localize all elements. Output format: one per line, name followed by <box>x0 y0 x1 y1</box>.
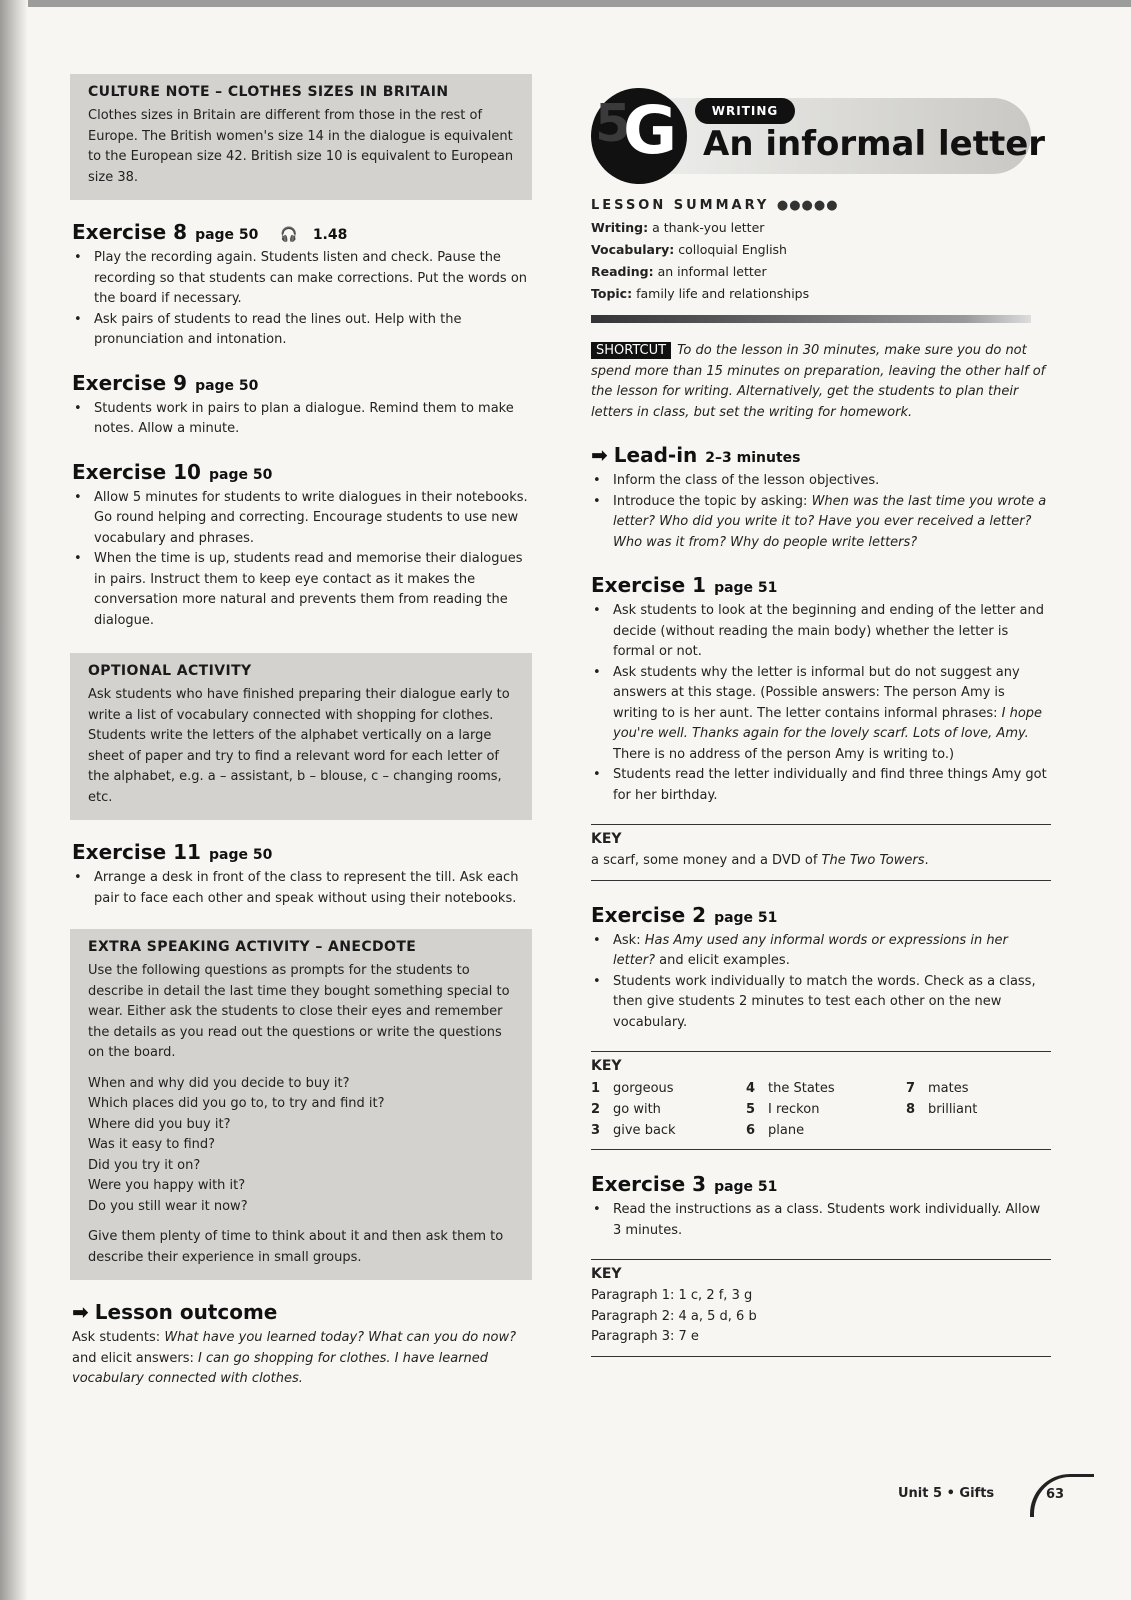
key-item <box>906 1099 1046 1120</box>
key-item <box>746 1120 906 1141</box>
lead-in-heading <box>591 443 1051 467</box>
extra-speaking-intro: Use the following questions as prompts for the students to describe in detail the last time they bought something special to wear. Either ask the students to close their eyes and remember the details as you read out the questions or write the questions on the board. <box>88 963 510 1060</box>
lesson-summary-title: LESSON SUMMARY <box>591 198 770 213</box>
key-word: gorgeous <box>613 1081 674 1096</box>
summary-value: family life and relationships <box>632 286 810 301</box>
question-item: Where did you buy it? <box>88 1116 231 1132</box>
key-item <box>591 1078 746 1099</box>
list-item <box>613 663 1051 766</box>
page-title: An informal letter <box>703 124 1046 164</box>
key-num: 6 <box>746 1123 756 1138</box>
exercise-8-page: page 50 <box>195 227 259 243</box>
question-list <box>88 1074 514 1218</box>
question-item: When and why did you decide to buy it? <box>88 1075 350 1091</box>
exercise-10-title: Exercise 10 <box>72 459 201 484</box>
exercise-9-heading <box>72 371 532 395</box>
question-item: Was it easy to find? <box>88 1137 216 1152</box>
summary-value: a thank-you letter <box>648 220 765 235</box>
exercise-1-list <box>591 601 1051 806</box>
summary-label: Writing: <box>591 220 649 235</box>
summary-label: Topic: <box>591 286 633 301</box>
exercise-2-title: Exercise 2 <box>591 902 707 927</box>
lesson-outcome-text <box>72 1328 532 1390</box>
lesson-outcome-title: Lesson outcome <box>94 1300 278 1324</box>
lesson-header <box>591 78 1051 188</box>
key-word: the States <box>768 1081 835 1096</box>
list-item: • Play the recording again. Students listen and check. Pause the recording so that students can make corrections. Put the words on the board if necessary. <box>94 248 532 310</box>
exercise-8-audio: 1.48 <box>312 227 348 243</box>
summary-row <box>591 239 1051 261</box>
key-num: 8 <box>906 1102 916 1117</box>
key-i: The Two Towers <box>821 853 925 868</box>
ex2-end: and elicit examples. <box>655 953 790 968</box>
writing-tag: WRITING <box>695 98 795 124</box>
list-item: • Students work in pairs to plan a dialogue. Remind them to make notes. Allow a minute. <box>94 399 532 440</box>
exercise-2-key <box>591 1051 1051 1150</box>
ex1-b2-b: There is no address of the person Amy is writing to.) <box>613 746 955 762</box>
question-item: Were you happy with it? <box>88 1178 246 1193</box>
question-item: Do you still wear it now? <box>88 1198 248 1214</box>
key-b: . <box>924 853 929 868</box>
key-line: Paragraph 3: 7 e <box>591 1329 699 1344</box>
list-item: • Students work individually to match the words. Check as a class, then give students 2 minutes to test each other on the new vocabulary. <box>613 972 1051 1034</box>
summary-label: Vocabulary: <box>591 242 675 257</box>
exercise-11-title: Exercise 11 <box>72 840 201 864</box>
key-line: Paragraph 2: 4 a, 5 d, 6 b <box>591 1308 757 1324</box>
headphones-icon: 🎧 <box>280 227 298 243</box>
lead-in-ask: Introduce the topic by asking: <box>613 493 812 509</box>
optional-activity-title: OPTIONAL ACTIVITY <box>88 663 252 679</box>
key-word: go with <box>613 1102 661 1117</box>
list-item <box>613 492 1051 554</box>
lesson-outcome-heading <box>72 1300 532 1324</box>
book-spine-shadow <box>0 0 28 1600</box>
exercise-3-page: page 51 <box>714 1179 778 1195</box>
summary-row <box>591 217 1051 239</box>
exercise-2-heading <box>591 903 1051 927</box>
exercise-1-key <box>591 824 1051 881</box>
page-number-tab <box>1030 1474 1094 1517</box>
lesson-summary <box>591 217 1051 305</box>
exercise-8-title: Exercise 8 <box>72 220 188 244</box>
exercise-1-heading <box>591 573 1051 597</box>
lead-in-time: 2–3 minutes <box>705 450 801 466</box>
summary-row <box>591 261 1051 283</box>
exercise-10-list <box>72 488 532 632</box>
shortcut-note <box>591 341 1051 423</box>
key-num: 3 <box>591 1123 601 1138</box>
exercise-11-list <box>72 868 532 909</box>
key-num: 7 <box>906 1081 916 1096</box>
lead-in-questions: When was the last time you wrote a letter? Who did you write it to? Have you ever received a letter? Who was it from? Why do people write letters? <box>613 493 1047 550</box>
exercise-9-list <box>72 399 532 440</box>
list-item: • When the time is up, students read and memorise their dialogues in pairs. Instruct them to keep eye contact as it makes the conversation more natural and prevents them from reading the dialogue. <box>94 549 532 631</box>
outcome-lead: Ask students: <box>72 1330 165 1345</box>
question-item: Did you try it on? <box>88 1157 201 1173</box>
exercise-9-page: page 50 <box>195 377 259 394</box>
lead-in-title: Lead-in <box>613 443 698 467</box>
summary-divider <box>591 315 1031 323</box>
key-item <box>591 1099 746 1120</box>
list-item <box>613 931 1051 972</box>
key-item <box>906 1078 1046 1099</box>
key-num: 1 <box>591 1081 601 1096</box>
key-item <box>591 1120 746 1141</box>
exercise-2-page: page 51 <box>714 909 778 926</box>
top-band <box>0 0 1131 7</box>
key-num: 5 <box>746 1102 756 1117</box>
shortcut-tag: SHORTCUT <box>591 342 671 359</box>
exercise-1-page: page 51 <box>714 580 778 596</box>
ex1-b2-i: I hope you're well. Thanks again for the lovely scarf. Lots of love, Amy. <box>613 705 1043 741</box>
outcome-question: What have you learned today? What can you do now? <box>164 1330 517 1345</box>
exercise-1-title: Exercise 1 <box>591 573 707 597</box>
key-word: brilliant <box>928 1102 978 1117</box>
summary-value: colloquial English <box>674 242 787 257</box>
ex2-ask: Ask: <box>613 932 645 948</box>
arrow-right-icon: ➡ <box>72 1300 89 1324</box>
list-item: • Inform the class of the lesson objectives. <box>613 471 1051 492</box>
exercise-10-page: page 50 <box>208 466 273 483</box>
summary-label: Reading: <box>591 264 654 279</box>
list-item: • Students read the letter individually and find three things Amy got for her birthday. <box>613 765 1051 806</box>
question-item: Which places did you go to, to try and find it? <box>88 1096 385 1111</box>
exercise-3-heading <box>591 1172 1051 1196</box>
exercise-8-list <box>72 248 532 351</box>
lesson-letter: G <box>623 92 678 169</box>
key-word: plane <box>768 1123 805 1138</box>
extra-speaking-title: EXTRA SPEAKING ACTIVITY – ANECDOTE <box>88 939 417 955</box>
key-num: 4 <box>746 1081 756 1096</box>
optional-activity-box <box>70 653 532 820</box>
list-item: • Ask students to look at the beginning and ending of the letter and decide (without reading the main body) whether the letter is formal or not. <box>613 601 1051 663</box>
list-item: • Allow 5 minutes for students to write dialogues in their notebooks. Go round helping and correcting. Encourage students to use new vocabulary and phrases. <box>94 488 532 550</box>
exercise-3-list <box>591 1200 1051 1241</box>
culture-note-title: CULTURE NOTE – CLOTHES SIZES IN BRITAIN <box>88 84 449 100</box>
outcome-mid: and elicit answers: <box>72 1350 199 1366</box>
list-item: • Read the instructions as a class. Students work individually. Allow 3 minutes. <box>613 1200 1051 1241</box>
shortcut-text: To do the lesson in 30 minutes, make sure you do not spend more than 15 minutes on preparation, leaving the other half of the lesson for writing. Alternatively, get the students to plan their letters in class, but set the writing for homework. <box>591 343 1046 420</box>
exercise-10-heading <box>72 460 532 484</box>
key-label: KEY <box>591 1058 622 1074</box>
culture-note-box <box>70 74 532 200</box>
outcome-answer: I can go shopping for clothes. I have learned vocabulary connected with clothes. <box>72 1350 489 1386</box>
key-item <box>746 1078 906 1099</box>
extra-speaking-outro: Give them plenty of time to think about it and then ask them to describe their experience in small groups. <box>88 1229 504 1265</box>
exercise-11-heading <box>72 840 532 864</box>
lead-in-list <box>591 471 1051 553</box>
lesson-summary-heading <box>591 198 1051 213</box>
optional-activity-text: Ask students who have finished preparing their dialogue early to write a list of vocabulary connected with shopping for clothes. Students write the letters of the alphabet vertically on a large sheet of paper and try to find a relevant word for each letter of the alphabet, e.g. a – assistant, b – blouse, c – changing rooms, etc. <box>88 687 510 805</box>
exercise-9-title: Exercise 9 <box>72 370 188 395</box>
ex2-question: Has Amy used any informal words or expressions in her letter? <box>613 932 1008 968</box>
key-label: KEY <box>591 831 622 847</box>
key-word: I reckon <box>768 1102 820 1117</box>
summary-row <box>591 283 1051 305</box>
key-line: Paragraph 1: 1 c, 2 f, 3 g <box>591 1288 753 1303</box>
exercise-11-page: page 50 <box>208 847 273 863</box>
exercise-1-key-text <box>591 851 1051 872</box>
key-num: 2 <box>591 1102 601 1117</box>
summary-dots: ●●●●● <box>776 198 839 213</box>
arrow-right-icon: ➡ <box>591 443 608 467</box>
page-number: 63 <box>1046 1487 1065 1502</box>
exercise-8-heading <box>72 220 532 244</box>
extra-speaking-box <box>70 929 532 1280</box>
summary-value: an informal letter <box>653 264 767 279</box>
unit-footer: Unit 5 • Gifts <box>898 1486 995 1501</box>
culture-note-text: Clothes sizes in Britain are different from those in the rest of Europe. The British women's size 14 in the dialogue is equivalent to the European size 42. British size 10 is equivalent to European size 38. <box>88 108 514 185</box>
unit-number: 5 <box>595 94 632 154</box>
list-item: • Ask pairs of students to read the lines out. Help with the pronunciation and intonation. <box>94 310 532 351</box>
key-label: KEY <box>591 1266 622 1282</box>
key-a: a scarf, some money and a DVD of <box>591 853 822 868</box>
key-word: give back <box>613 1123 676 1138</box>
right-column <box>591 78 1051 1357</box>
key-item <box>746 1099 906 1120</box>
exercise-3-title: Exercise 3 <box>591 1172 707 1196</box>
exercise-2-list <box>591 931 1051 1034</box>
exercise-3-key <box>591 1259 1051 1357</box>
exercise-2-key-grid <box>591 1078 1051 1141</box>
key-word: mates <box>928 1081 969 1096</box>
ex1-b2-a: Ask students why the letter is informal but do not suggest any answers at this stage. (Possible answers: The person Amy is writing to is her aunt. The letter contains informal phrases: <box>613 664 1020 721</box>
left-column <box>72 74 532 1390</box>
list-item: • Arrange a desk in front of the class to represent the till. Ask each pair to face each other and speak without using their notebooks. <box>94 868 532 909</box>
